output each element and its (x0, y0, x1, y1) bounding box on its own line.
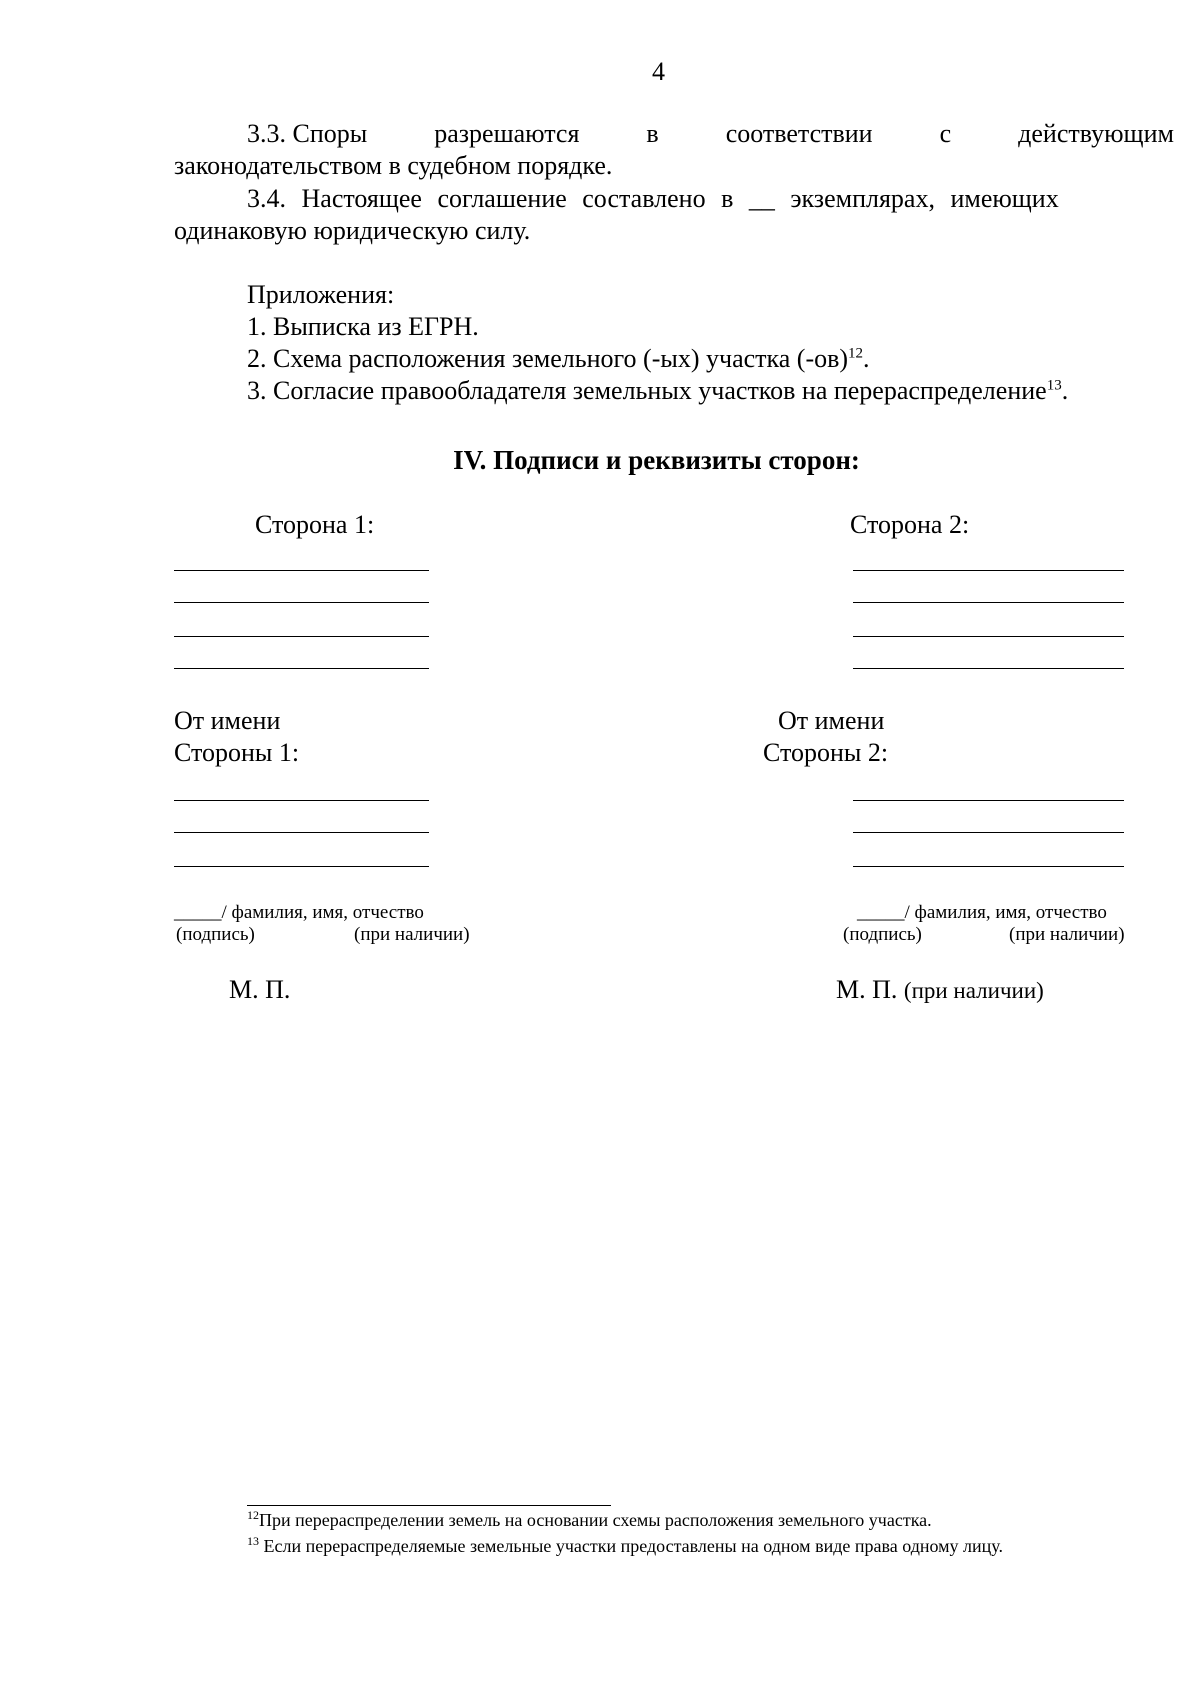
footnote-13 (247, 1535, 1003, 1557)
clause-3-3 (174, 118, 1174, 182)
party1-requisite-line (174, 602, 429, 603)
footnote-12-number: 12 (247, 1508, 259, 1522)
footnote-separator (247, 1505, 611, 1506)
appendices-title: Приложения: (247, 280, 395, 309)
party1-on-behalf-line2: Стороны 1: (174, 738, 300, 767)
appendix-item-2 (247, 343, 870, 375)
party2-signature-caption-left: (подпись) (843, 924, 922, 945)
party1-on-behalf-line1: От имени (174, 706, 281, 735)
party1-signature-caption-right: (при наличии) (354, 924, 470, 945)
party2-requisite-line (853, 668, 1124, 669)
clause-3-4 (174, 183, 1174, 247)
party2-on-behalf-line1: От имени (778, 706, 885, 735)
party1-representative-line (174, 800, 429, 801)
party2-stamp (836, 974, 1044, 1007)
section-heading: IV. Подписи и реквизиты сторон: (453, 445, 860, 475)
party1-representative-line (174, 866, 429, 867)
party2-label: Сторона 2: (850, 510, 970, 539)
footnote-12-text: При перераспределении земель на основании схемы расположения земельного участка. (259, 1510, 932, 1530)
appendix-item-3-end: . (1061, 376, 1069, 405)
party2-signature-line: _____/ фамилия, имя, отчество (857, 902, 1107, 923)
party2-stamp-note: (при наличии) (903, 978, 1044, 1003)
clause-3-4-line1: 3.4. Настоящее соглашение составлено в __ экземплярах, имеющих (247, 184, 1059, 213)
clause-3-3-word: разрешаются (434, 119, 580, 148)
clause-3-3-word: 3.3. Споры (247, 119, 368, 148)
clause-3-3-line2: законодательством в судебном порядке. (174, 151, 613, 180)
clause-3-3-word: с (939, 119, 952, 148)
party2-requisite-line (853, 636, 1124, 637)
footnote-ref-13: 13 (1046, 377, 1062, 394)
party1-requisite-line (174, 668, 429, 669)
footnote-12 (247, 1509, 932, 1531)
party1-signature-line: _____/ фамилия, имя, отчество (174, 902, 424, 923)
party2-on-behalf (763, 705, 888, 769)
clause-3-4-line2: одинаковую юридическую силу. (174, 216, 531, 245)
clause-3-3-word: соответствии (725, 119, 873, 148)
party1-label: Сторона 1: (255, 510, 375, 539)
footnote-13-number: 13 (247, 1534, 259, 1548)
party1-stamp: М. П. (229, 975, 291, 1004)
party2-representative-line (853, 866, 1124, 867)
party1-representative-line (174, 832, 429, 833)
footnote-13-text: Если перераспределяемые земельные участки предоставлены на одном виде права одному лицу. (259, 1536, 1003, 1556)
party1-requisite-line (174, 636, 429, 637)
appendix-item-3-text: 3. Согласие правообладателя земельных участков на перераспределение (247, 376, 1047, 405)
party1-signature-caption-left: (подпись) (176, 924, 255, 945)
page-number: 4 (652, 57, 665, 86)
appendix-item-2-text: 2. Схема расположения земельного (-ых) участка (-ов) (247, 344, 849, 373)
clause-3-3-word: в (646, 119, 659, 148)
footnote-ref-12: 12 (848, 345, 864, 362)
party2-representative-line (853, 800, 1124, 801)
appendix-item-2-end: . (863, 344, 870, 373)
appendix-item-3 (247, 375, 1068, 407)
party2-requisite-line (853, 602, 1124, 603)
clause-3-3-line1 (174, 118, 1174, 150)
party1-requisite-line (174, 570, 429, 571)
party2-on-behalf-line2: Стороны 2: (763, 738, 889, 767)
clause-3-3-word: действующим (1018, 119, 1174, 148)
party2-representative-line (853, 832, 1124, 833)
appendix-item-1: 1. Выписка из ЕГРН. (247, 312, 479, 341)
party2-stamp-text: М. П. (836, 975, 898, 1004)
party1-on-behalf (174, 705, 299, 769)
party2-requisite-line (853, 570, 1124, 571)
party2-signature-caption-right: (при наличии) (1009, 924, 1125, 945)
